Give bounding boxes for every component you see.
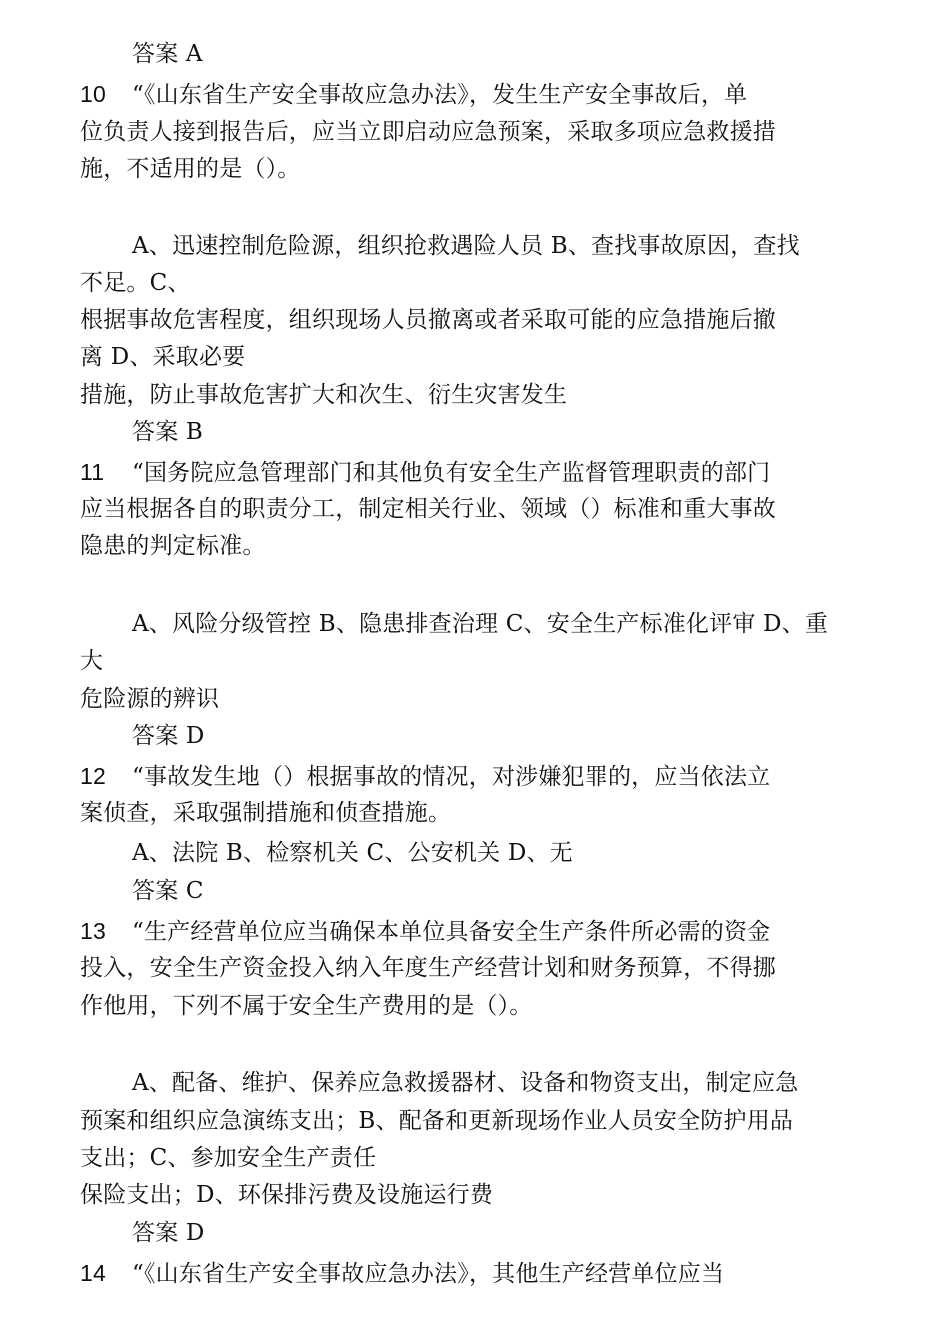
- question-text: 应当根据各自的职责分工，制定相关行业、领域（）标准和重大事故: [80, 496, 776, 522]
- question-line: [80, 117, 776, 147]
- question-line: [80, 531, 266, 561]
- question-number: 14: [80, 1260, 106, 1286]
- question-text: 施，不适用的是（）。: [80, 156, 301, 182]
- question-line: [80, 154, 301, 184]
- question-line: [80, 991, 533, 1021]
- question-text: “生产经营单位应当确保本单位具备安全生产条件所必需的资金: [132, 919, 771, 945]
- options-line: 危险源的辨识: [80, 686, 220, 712]
- question-number: 10: [80, 81, 106, 107]
- options-line: A、法院 B、检察机关 C、公安机关 D、无: [132, 840, 573, 866]
- question-text: 作他用，下列不属于安全生产费用的是（）。: [80, 993, 533, 1019]
- question-first-line: [80, 761, 770, 791]
- question-line: [80, 953, 776, 983]
- question-first-line: [80, 916, 770, 946]
- question-number: 12: [80, 763, 106, 789]
- question-first-line: [80, 457, 770, 487]
- options-line: A、风险分级管控 B、隐患排查治理 C、安全生产标准化评审 D、重: [132, 611, 829, 637]
- question-text: 案侦查，采取强制措施和侦查措施。: [80, 800, 452, 826]
- answer-line: 答案 D: [132, 1220, 205, 1246]
- options-line: 大: [80, 648, 104, 674]
- question-number: 11: [80, 459, 105, 485]
- question-text: 位负责人接到报告后，应当立即启动应急预案，采取多项应急救援措: [80, 119, 776, 145]
- options-line: A、迅速控制危险源，组织抢救遇险人员 B、查找事故原因，查找: [132, 233, 800, 259]
- question-first-line: [80, 1258, 724, 1288]
- question-text: 投入，安全生产资金投入纳入年度生产经营计划和财务预算，不得挪: [80, 955, 776, 981]
- answer-line: 答案 B: [132, 419, 204, 445]
- question-text: “《山东省生产安全事故应急办法》，发生生产安全事故后，单: [132, 82, 748, 108]
- question-text: “国务院应急管理部门和其他负有安全生产监督管理职责的部门: [132, 460, 771, 486]
- question-first-line: [80, 79, 747, 109]
- question-text: 隐患的判定标准。: [80, 533, 266, 559]
- options-line: 离 D、采取必要: [80, 344, 246, 370]
- answer-line: 答案 D: [132, 723, 205, 749]
- options-line: 保险支出；D、环保排污费及设施运行费: [80, 1182, 494, 1208]
- question-text: “《山东省生产安全事故应急办法》，其他生产经营单位应当: [132, 1261, 725, 1287]
- question-line: [80, 798, 451, 828]
- options-line: 不足。C、: [80, 270, 191, 296]
- answer-line: 答案 A: [132, 41, 203, 67]
- options-line: A、配备、维护、保养应急救援器材、设备和物资支出，制定应急: [132, 1070, 799, 1096]
- options-line: 支出；C、参加安全生产责任: [80, 1145, 377, 1171]
- options-line: 预案和组织应急演练支出；B、配备和更新现场作业人员安全防护用品: [80, 1108, 794, 1134]
- options-line: 根据事故危害程度，组织现场人员撤离或者采取可能的应急措施后撤: [80, 307, 776, 333]
- answer-line: 答案 C: [132, 878, 204, 904]
- question-line: [80, 494, 776, 524]
- question-number: 13: [80, 918, 106, 944]
- question-text: “事故发生地（）根据事故的情况，对涉嫌犯罪的，应当依法立: [132, 764, 771, 790]
- options-line: 措施，防止事故危害扩大和次生、衍生灾害发生: [80, 382, 568, 408]
